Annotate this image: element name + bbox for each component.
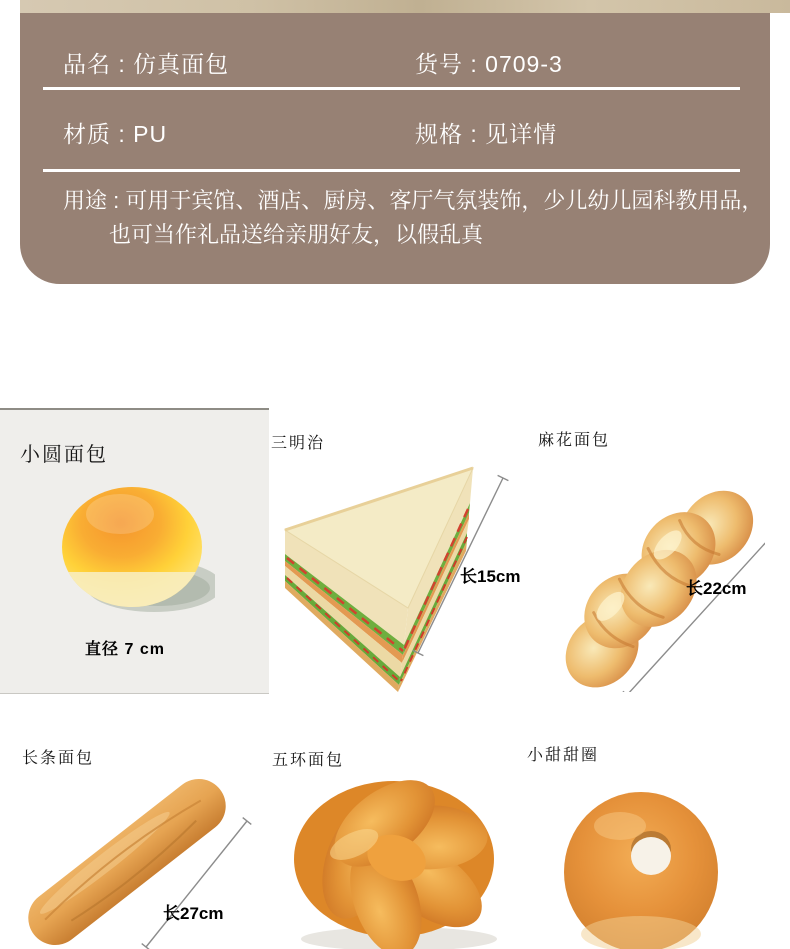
spec-panel [20, 13, 770, 284]
gallery-cell-round-bun [0, 408, 269, 693]
product-label: 三明治 [271, 433, 326, 452]
long-bread-image [0, 691, 269, 949]
product-label: 小甜甜圈 [527, 745, 600, 764]
dimension-label: 长22cm [686, 579, 747, 598]
gallery-cell-sandwich [269, 400, 530, 692]
spec-cell-item-number: 货号 : 0709-3 [415, 51, 563, 77]
spec-cell-product-name: 品名 : 仿真面包 [63, 51, 230, 77]
gallery-cell-long-bread [0, 691, 269, 949]
divider [43, 169, 740, 172]
knot-bread-image [274, 771, 524, 949]
gallery-cell-donut [520, 691, 790, 949]
usage-label: 用途 : [63, 188, 126, 213]
dimension-label: 长27cm [163, 904, 224, 923]
dimension-label: 长15cm [460, 567, 521, 586]
twist-bread-image [550, 438, 765, 692]
product-label: 小圆面包 [20, 442, 108, 466]
photo-strip [20, 0, 790, 13]
usage-text: 可用于宾馆、酒店、厨房、客厅气氛装饰，少儿幼儿园科教用品，也可当作礼品送给亲朋好友，以假乱真 [109, 188, 764, 247]
product-label: 长条面包 [22, 748, 95, 767]
divider [43, 87, 740, 90]
spec-cell-spec: 规格 : 见详情 [415, 121, 558, 147]
gallery-cell-knot-bread [269, 691, 530, 949]
spec-row-name-itemno [20, 46, 770, 77]
round-bun-image [50, 472, 215, 622]
donut-image [560, 786, 725, 949]
product-label: 麻花面包 [538, 430, 611, 449]
dimension-label: 直径 7 cm [85, 641, 165, 658]
spec-row-material-spec [20, 116, 770, 147]
spec-usage [63, 184, 781, 252]
product-label: 五环面包 [272, 750, 345, 769]
spec-cell-material: 材质 : PU [63, 121, 168, 147]
gallery-cell-twist-bread [530, 400, 790, 692]
